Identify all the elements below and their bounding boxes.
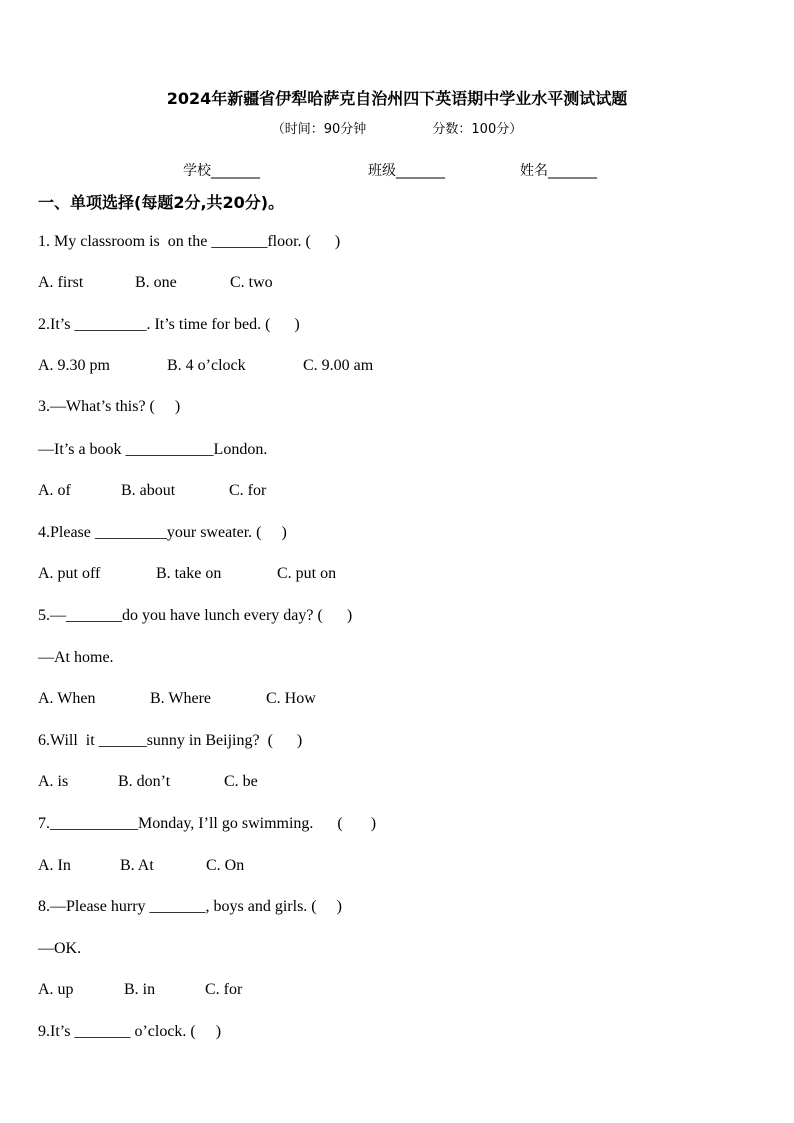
question-4-stem: 4.Please _________your sweater. ( ) — [38, 524, 287, 541]
option-a: A. up — [38, 981, 74, 998]
question-7-stem: 7.___________Monday, I’ll go swimming. ( ) — [38, 815, 377, 832]
option-c: C. On — [206, 857, 245, 874]
question-1-stem: 1. My classroom is on the _______floor. ( ) — [38, 233, 341, 250]
option-c: C. for — [229, 482, 267, 499]
option-c: C. 9.00 am — [303, 357, 374, 374]
question-6-stem: 6.Will it ______sunny in Beijing? ( ) — [38, 732, 303, 749]
option-a: A. 9.30 pm — [38, 357, 110, 374]
option-a: A. In — [38, 857, 71, 874]
option-b: B. take on — [156, 565, 222, 582]
section-heading: 一、单项选择(每题2分,共20分)。 — [38, 193, 285, 212]
question-9-stem: 9.It’s _______ o’clock. ( ) — [38, 1023, 222, 1040]
option-b: B. Where — [150, 690, 212, 707]
option-b: B. about — [121, 482, 176, 499]
option-c: C. put on — [277, 565, 337, 582]
option-a: A. put off — [38, 565, 101, 582]
option-a: A. of — [38, 482, 71, 499]
option-c: C. two — [230, 274, 273, 291]
option-c: C. for — [205, 981, 243, 998]
question-5-stem: 5.—_______do you have lunch every day? ( ) — [38, 607, 353, 624]
option-b: B. in — [124, 981, 156, 998]
name-field: 姓名_______ — [520, 163, 597, 179]
option-a: A. first — [38, 274, 84, 291]
option-c: C. be — [224, 773, 258, 790]
option-a: A. When — [38, 690, 96, 707]
question-3-stem: 3.—What’s this? ( ) — [38, 398, 181, 415]
exam-subtitle: （时间：90分钟 分数：100分） — [271, 122, 523, 137]
exam-title: 2024年新疆省伊犁哈萨克自治州四下英语期中学业水平测试试题 — [166, 89, 628, 108]
question-3-answer-line: —It’s a book ___________London. — [38, 441, 268, 458]
option-b: B. At — [120, 857, 154, 874]
question-5-answer-line: —At home. — [38, 649, 114, 666]
class-field: 班级_______ — [368, 163, 445, 179]
option-b: B. don’t — [118, 773, 171, 790]
option-c: C. How — [266, 690, 316, 707]
question-8-stem: 8.—Please hurry _______, boys and girls. ( ) — [38, 898, 342, 915]
option-a: A. is — [38, 773, 69, 790]
school-field: 学校_______ — [183, 163, 260, 179]
question-2-stem: 2.It’s _________. It’s time for bed. ( ) — [38, 316, 300, 333]
question-8-answer-line: —OK. — [38, 940, 82, 957]
option-b: B. one — [135, 274, 177, 291]
option-b: B. 4 o’clock — [167, 357, 246, 374]
